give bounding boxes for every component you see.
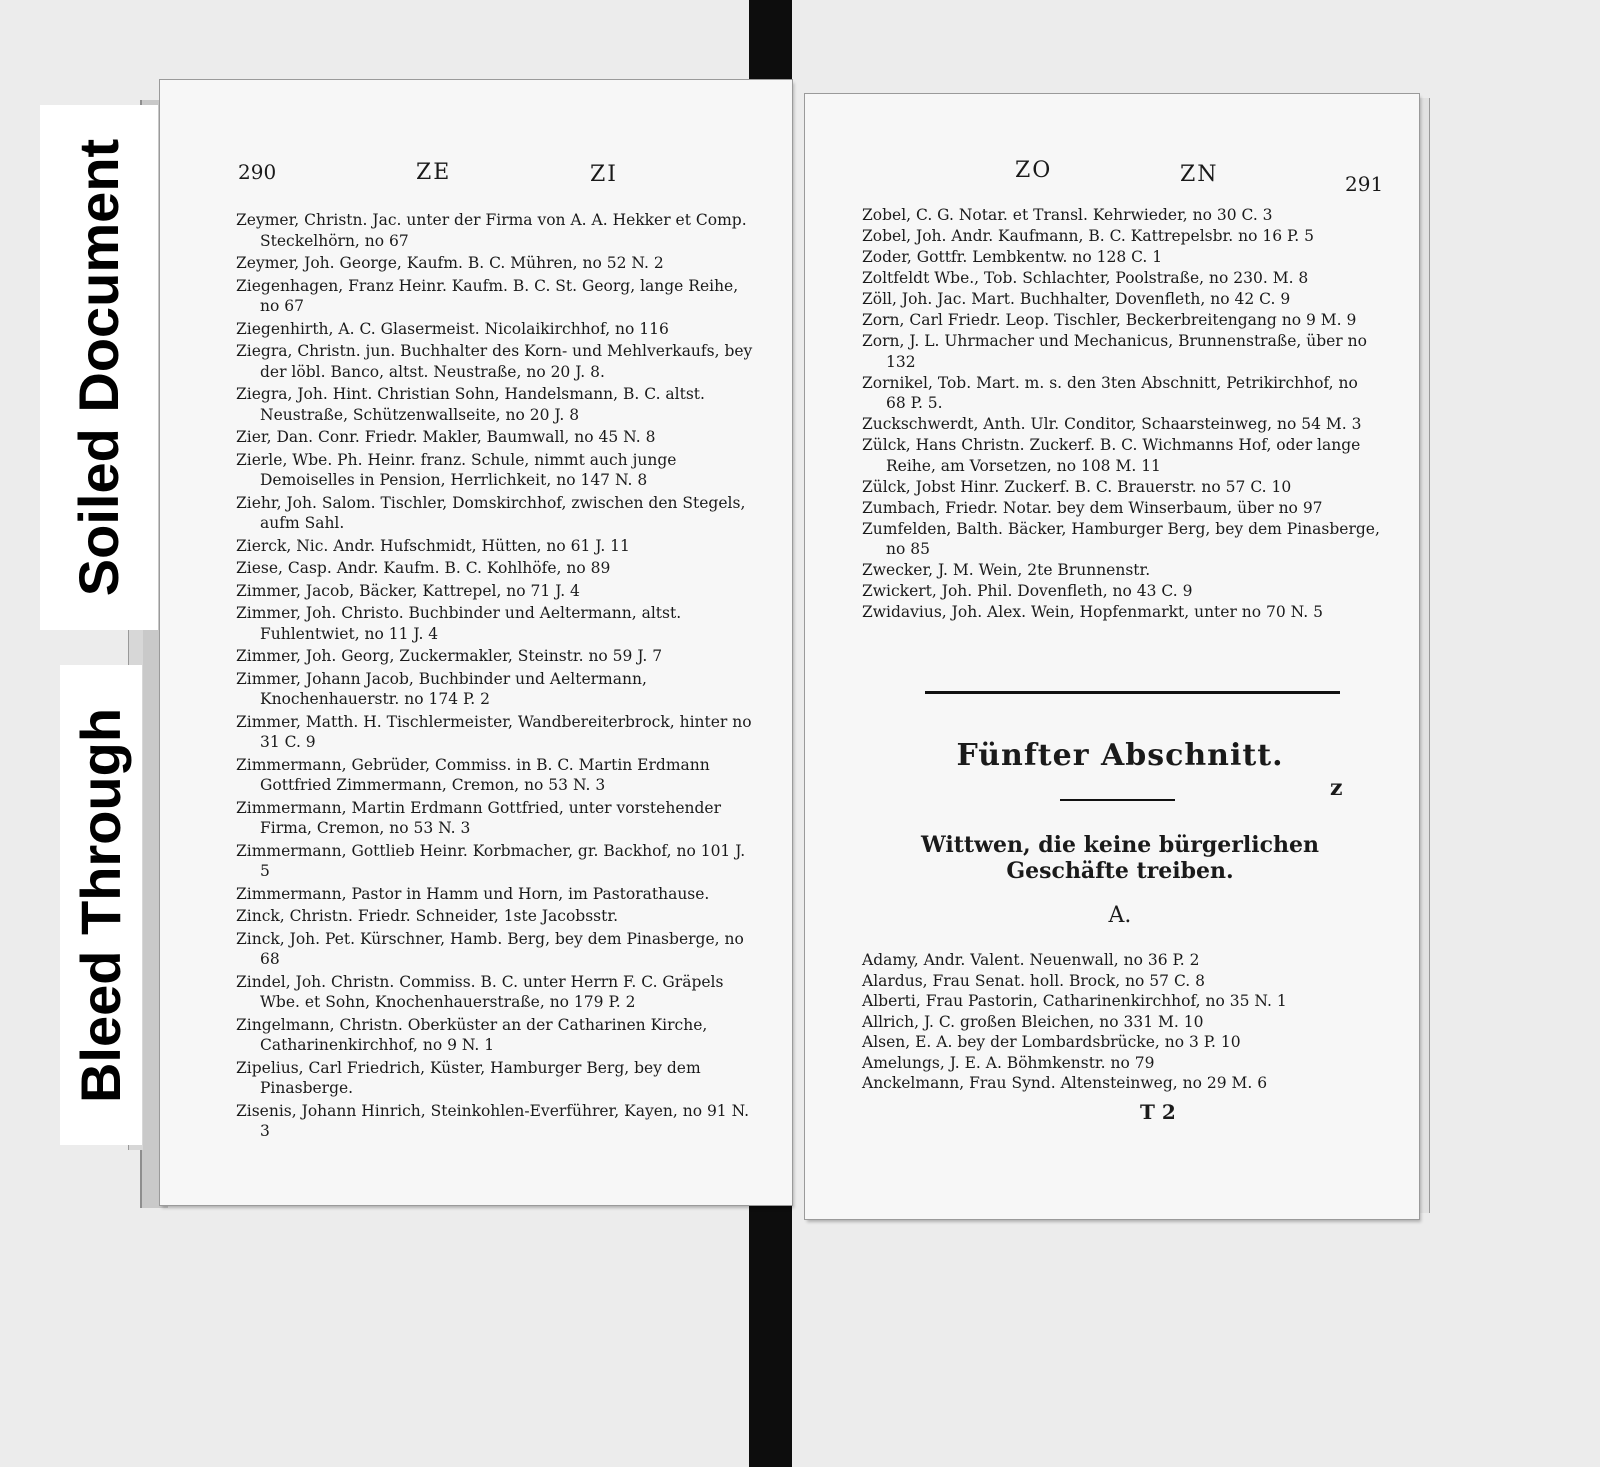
margin-mark: z <box>1330 775 1343 801</box>
left-page-number: 290 <box>238 160 277 184</box>
directory-entry: Zobel, C. G. Notar. et Transl. Kehrwieder, no 30 C. 3 <box>862 206 1273 224</box>
directory-entry: Zinck, Christn. Friedr. Schneider, 1ste Jacobsstr. <box>236 907 618 925</box>
left-directory-list <box>236 210 756 1144</box>
directory-entry: Zimmer, Johann Jacob, Buchbinder und Aeltermann, Knochenhauerstr. no 174 P. 2 <box>236 669 647 708</box>
directory-entry: Ziese, Casp. Andr. Kaufm. B. C. Kohlhöfe, no 89 <box>236 559 611 577</box>
directory-entry: Zumbach, Friedr. Notar. bey dem Winserbaum, über no 97 <box>862 498 1323 517</box>
directory-entry: Zeymer, Joh. George, Kaufm. B. C. Mühren, no 52 N. 2 <box>236 254 664 272</box>
letter-heading: A. <box>1108 903 1132 928</box>
right-page-number: 291 <box>1345 172 1384 196</box>
directory-entry: Ziegenhagen, Franz Heinr. Kaufm. B. C. St. Georg, lange Reihe, no 67 <box>236 276 739 315</box>
directory-entry: Zimmer, Joh. Georg, Zuckermakler, Steinstr. no 59 J. 7 <box>236 647 663 665</box>
directory-entry: Zierle, Wbe. Ph. Heinr. franz. Schule, nimmt auch junge Demoiselles in Pension, Herrlichkeit, no 147 N. 8 <box>236 450 677 489</box>
directory-entry: Zwecker, J. M. Wein, 2te Brunnenstr. <box>862 561 1151 579</box>
directory-entry: Zöll, Joh. Jac. Mart. Buchhalter, Dovenfleth, no 42 C. 9 <box>862 290 1291 308</box>
directory-entry: Zülck, Hans Christn. Zuckerf. B. C. Wichmanns Hof, oder lange Reihe, am Vorsetzen, no 108 M. 11 <box>862 436 1361 475</box>
directory-entry: Ziehr, Joh. Salom. Tischler, Domskirchhof, zwischen den Stegels, aufm Sahl. <box>236 493 746 532</box>
directory-entry: Zimmermann, Pastor in Hamm und Horn, im Pastorathause. <box>236 884 710 903</box>
directory-entry: Zipelius, Carl Friedrich, Küster, Hamburger Berg, bey dem Pinasberge. <box>236 1058 701 1097</box>
directory-entry: Ziegra, Joh. Hint. Christian Sohn, Handelsmann, B. C. altst. Neustraße, Schützenwallseite, no 20 J. 8 <box>236 385 705 424</box>
directory-entry: Zimmer, Matth. H. Tischlermeister, Wandbereiterbrock, hinter no 31 C. 9 <box>236 712 752 751</box>
directory-entry: Allrich, J. C. großen Bleichen, no 331 M. 10 <box>862 1012 1204 1031</box>
directory-entry: Alsen, E. A. bey der Lombardsbrücke, no 3 P. 10 <box>862 1033 1241 1051</box>
bleed-through-label: Bleed Through <box>60 665 142 1145</box>
directory-entry: Zimmermann, Martin Erdmann Gottfried, unter vorstehender Firma, Cremon, no 53 N. 3 <box>236 798 721 837</box>
section-title: Fünfter Abschnitt. <box>956 738 1284 773</box>
directory-entry: Zingelmann, Christn. Oberküster an der Catharinen Kirche, Catharinenkirchhof, no 9 N. 1 <box>236 1015 708 1054</box>
directory-entry: Alberti, Frau Pastorin, Catharinenkirchhof, no 35 N. 1 <box>862 992 1287 1010</box>
directory-entry: Zornikel, Tob. Mart. m. s. den 3ten Abschnitt, Petrikirchhof, no 68 P. 5. <box>862 373 1358 412</box>
directory-entry: Zimmermann, Gebrüder, Commiss. in B. C. Martin Erdmann Gottfried Zimmermann, Cremon, no 53 N. 3 <box>236 755 710 794</box>
directory-entry: Zinck, Joh. Pet. Kürschner, Hamb. Berg, bey dem Pinasberge, no 68 <box>236 929 744 968</box>
section-subtitle: Wittwen, die keine bürgerlichen Geschäfte treiben. <box>921 832 1319 884</box>
directory-entry: Zimmermann, Gottlieb Heinr. Korbmacher, gr. Backhof, no 101 J. 5 <box>236 841 746 880</box>
right-running-head-a: ZO <box>1015 158 1053 183</box>
left-running-head-b: ZI <box>590 162 618 187</box>
directory-entry: Zwidavius, Joh. Alex. Wein, Hopfenmarkt, unter no 70 N. 5 <box>862 603 1323 621</box>
directory-entry: Zeymer, Christn. Jac. unter der Firma von A. A. Hekker et Comp. Steckelhörn, no 67 <box>236 211 747 250</box>
scanner-clip-bottom <box>749 1195 792 1467</box>
directory-entry: Zier, Dan. Conr. Friedr. Makler, Baumwall, no 45 N. 8 <box>236 428 656 446</box>
directory-entry: Zorn, Carl Friedr. Leop. Tischler, Beckerbreitengang no 9 M. 9 <box>862 311 1357 329</box>
directory-entry: Zierck, Nic. Andr. Hufschmidt, Hütten, no 61 J. 11 <box>236 536 630 555</box>
directory-entry: Zobel, Joh. Andr. Kaufmann, B. C. Kattrepelsbr. no 16 P. 5 <box>862 227 1314 245</box>
directory-entry: Zumfelden, Balth. Bäcker, Hamburger Berg, bey dem Pinasberge, no 85 <box>862 519 1380 558</box>
left-running-head-a: ZE <box>416 160 452 185</box>
directory-entry: Ziegra, Christn. jun. Buchhalter des Korn- und Mehlverkaufs, bey der löbl. Banco, altst. Neustraße, no 20 J. 8. <box>236 342 753 381</box>
directory-entry: Zülck, Jobst Hinr. Zuckerf. B. C. Brauerstr. no 57 C. 10 <box>862 477 1292 496</box>
widow-directory-list <box>862 950 1332 1094</box>
directory-entry: Zimmer, Jacob, Bäcker, Kattrepel, no 71 J. 4 <box>236 581 580 600</box>
section-rule-short <box>1060 799 1175 801</box>
directory-entry: Anckelmann, Frau Synd. Altensteinweg, no 29 M. 6 <box>862 1074 1268 1092</box>
directory-entry: Zindel, Joh. Christn. Commiss. B. C. unter Herrn F. C. Gräpels Wbe. et Sohn, Knochenhauerstraße, no 179 P. 2 <box>236 972 724 1011</box>
right-directory-list <box>862 205 1382 623</box>
right-running-head-b: ZN <box>1180 162 1219 187</box>
directory-entry: Zimmer, Joh. Christo. Buchbinder und Aeltermann, altst. Fuhlentwiet, no 11 J. 4 <box>236 604 682 643</box>
directory-entry: Zisenis, Johann Hinrich, Steinkohlen-Everführer, Kayen, no 91 N. 3 <box>236 1101 750 1140</box>
directory-entry: Zuckschwerdt, Anth. Ulr. Conditor, Schaarsteinweg, no 54 M. 3 <box>862 415 1362 433</box>
directory-entry: Zoder, Gottfr. Lembkentw. no 128 C. 1 <box>862 248 1163 266</box>
scanner-clip-top <box>749 0 792 92</box>
directory-entry: Alardus, Frau Senat. holl. Brock, no 57 C. 8 <box>862 971 1205 990</box>
directory-entry: Amelungs, J. E. A. Böhmkenstr. no 79 <box>862 1053 1155 1072</box>
directory-entry: Zorn, J. L. Uhrmacher und Mechanicus, Brunnenstraße, über no 132 <box>862 332 1367 371</box>
directory-entry: Ziegenhirth, A. C. Glasermeist. Nicolaikirchhof, no 116 <box>236 319 669 338</box>
section-rule-long <box>925 691 1340 694</box>
directory-entry: Zwickert, Joh. Phil. Dovenfleth, no 43 C. 9 <box>862 582 1193 600</box>
directory-entry: Zoltfeldt Wbe., Tob. Schlachter, Poolstraße, no 230. M. 8 <box>862 269 1309 287</box>
directory-entry: Adamy, Andr. Valent. Neuenwall, no 36 P. 2 <box>862 951 1200 969</box>
signature-mark: T 2 <box>1140 1100 1176 1124</box>
right-page-edges <box>1419 98 1430 1213</box>
soiled-document-label: Soiled Document <box>40 105 158 630</box>
